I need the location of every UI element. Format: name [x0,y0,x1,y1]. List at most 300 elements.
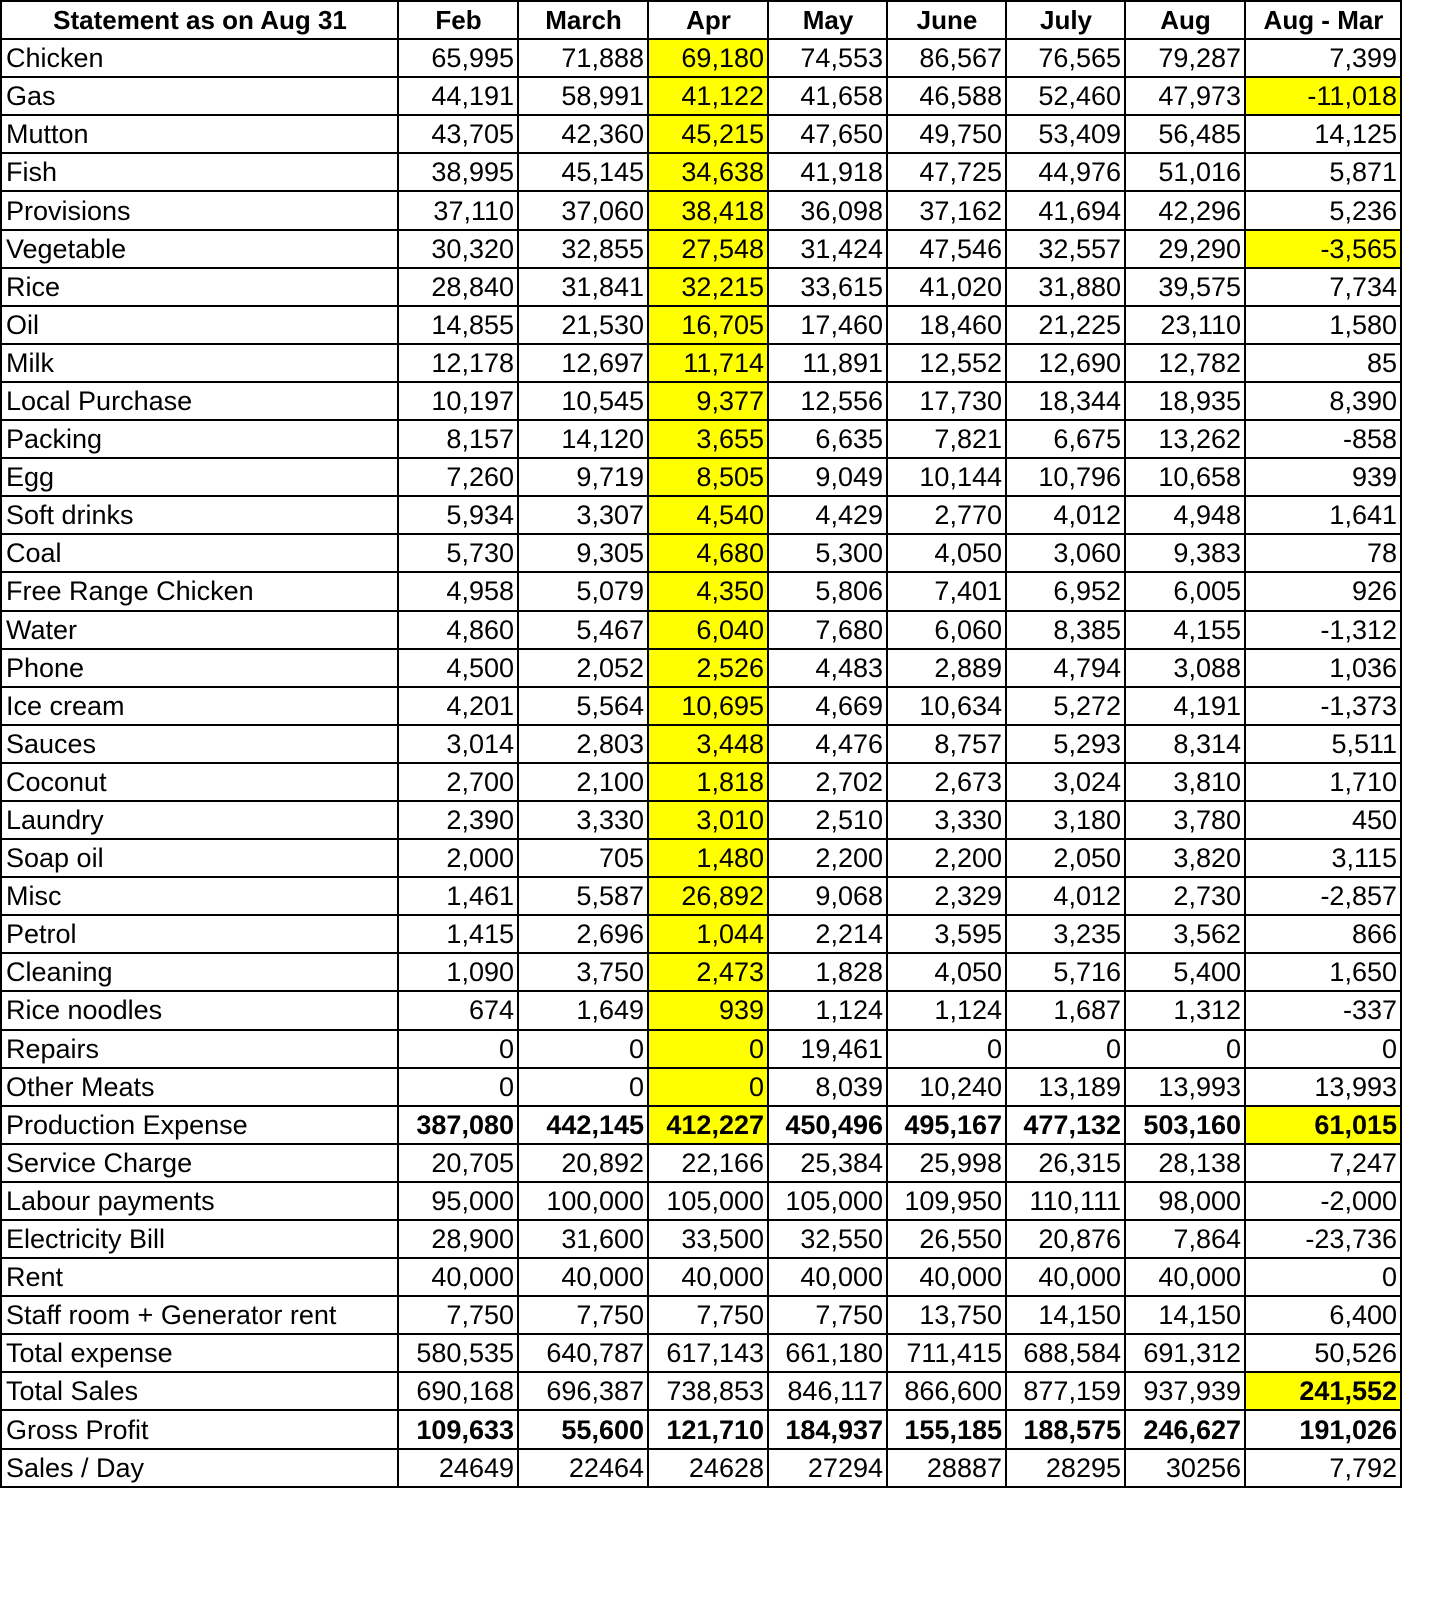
header-march: March [518,1,648,39]
cell-march: 100,000 [518,1182,648,1220]
cell-march: 45,145 [518,153,648,191]
cell-may: 4,669 [768,687,887,725]
row-label: Gross Profit [1,1410,398,1448]
cell-may: 9,049 [768,458,887,496]
cell-apr: 10,695 [648,687,768,725]
cell-june: 17,730 [887,382,1006,420]
cell-aug: 1,312 [1125,991,1245,1029]
cell-july: 32,557 [1006,230,1125,268]
cell-aug-minus-mar: 926 [1245,572,1401,610]
cell-june: 2,673 [887,763,1006,801]
table-row [1,191,1401,229]
row-label: Provisions [1,191,398,229]
cell-june: 495,167 [887,1106,1006,1144]
cell-aug: 42,296 [1125,191,1245,229]
cell-aug-minus-mar: 191,026 [1245,1410,1401,1448]
cell-apr: 4,540 [648,496,768,534]
cell-march: 42,360 [518,115,648,153]
cell-aug: 3,088 [1125,649,1245,687]
cell-march: 9,719 [518,458,648,496]
cell-june: 3,595 [887,915,1006,953]
header-statement: Statement as on Aug 31 [1,1,398,39]
table-row [1,1182,1401,1220]
table-row [1,649,1401,687]
cell-june: 41,020 [887,268,1006,306]
row-label: Repairs [1,1030,398,1068]
cell-aug: 51,016 [1125,153,1245,191]
cell-june: 12,552 [887,344,1006,382]
cell-aug-minus-mar: 50,526 [1245,1334,1401,1372]
row-label: Soap oil [1,839,398,877]
cell-feb: 2,390 [398,801,518,839]
cell-march: 7,750 [518,1296,648,1334]
cell-apr: 7,750 [648,1296,768,1334]
cell-march: 3,307 [518,496,648,534]
cell-aug-minus-mar: 14,125 [1245,115,1401,153]
cell-feb: 1,090 [398,953,518,991]
cell-apr: 2,473 [648,953,768,991]
cell-aug: 56,485 [1125,115,1245,153]
cell-apr: 41,122 [648,77,768,115]
cell-may: 12,556 [768,382,887,420]
cell-march: 1,649 [518,991,648,1029]
cell-aug-minus-mar: 939 [1245,458,1401,496]
cell-june: 6,060 [887,611,1006,649]
cell-july: 5,272 [1006,687,1125,725]
table-row [1,1334,1401,1372]
cell-apr: 939 [648,991,768,1029]
table-row [1,306,1401,344]
table-row [1,420,1401,458]
cell-may: 25,384 [768,1144,887,1182]
cell-july: 3,060 [1006,534,1125,572]
table-row [1,1372,1401,1410]
cell-aug-minus-mar: 7,247 [1245,1144,1401,1182]
cell-aug-minus-mar: -2,857 [1245,877,1401,915]
row-label: Milk [1,344,398,382]
cell-march: 2,052 [518,649,648,687]
cell-june: 1,124 [887,991,1006,1029]
cell-march: 2,803 [518,725,648,763]
cell-aug: 5,400 [1125,953,1245,991]
row-label: Packing [1,420,398,458]
cell-apr: 16,705 [648,306,768,344]
cell-aug: 246,627 [1125,1410,1245,1448]
cell-aug: 3,810 [1125,763,1245,801]
cell-june: 86,567 [887,39,1006,77]
row-label: Free Range Chicken [1,572,398,610]
header-apr: Apr [648,1,768,39]
cell-may: 33,615 [768,268,887,306]
row-label: Labour payments [1,1182,398,1220]
cell-may: 4,476 [768,725,887,763]
header-june: June [887,1,1006,39]
cell-may: 450,496 [768,1106,887,1144]
cell-july: 20,876 [1006,1220,1125,1258]
cell-apr: 1,818 [648,763,768,801]
cell-feb: 95,000 [398,1182,518,1220]
cell-apr: 0 [648,1030,768,1068]
cell-feb: 0 [398,1030,518,1068]
cell-aug-minus-mar: 5,871 [1245,153,1401,191]
cell-feb: 20,705 [398,1144,518,1182]
cell-aug-minus-mar: 0 [1245,1030,1401,1068]
cell-aug-minus-mar: 1,036 [1245,649,1401,687]
cell-apr: 2,526 [648,649,768,687]
cell-aug: 7,864 [1125,1220,1245,1258]
table-row [1,687,1401,725]
cell-march: 696,387 [518,1372,648,1410]
row-label: Total Sales [1,1372,398,1410]
row-label: Vegetable [1,230,398,268]
cell-apr: 45,215 [648,115,768,153]
cell-july: 6,952 [1006,572,1125,610]
cell-apr: 27,548 [648,230,768,268]
table-row [1,496,1401,534]
cell-feb: 37,110 [398,191,518,229]
cell-aug: 9,383 [1125,534,1245,572]
table-row [1,153,1401,191]
cell-aug: 14,150 [1125,1296,1245,1334]
cell-may: 4,483 [768,649,887,687]
cell-july: 477,132 [1006,1106,1125,1144]
cell-aug-minus-mar: -3,565 [1245,230,1401,268]
cell-may: 32,550 [768,1220,887,1258]
cell-aug: 937,939 [1125,1372,1245,1410]
table-row [1,763,1401,801]
table-row [1,1068,1401,1106]
cell-march: 31,600 [518,1220,648,1258]
table-row [1,77,1401,115]
cell-june: 866,600 [887,1372,1006,1410]
table-row [1,572,1401,610]
cell-march: 40,000 [518,1258,648,1296]
cell-aug: 18,935 [1125,382,1245,420]
row-label: Electricity Bill [1,1220,398,1258]
cell-feb: 30,320 [398,230,518,268]
header-row [1,1,1401,39]
cell-may: 184,937 [768,1410,887,1448]
cell-may: 2,510 [768,801,887,839]
table-row [1,1144,1401,1182]
table-row [1,39,1401,77]
cell-feb: 28,900 [398,1220,518,1258]
cell-june: 47,546 [887,230,1006,268]
cell-aug-minus-mar: 0 [1245,1258,1401,1296]
cell-july: 3,180 [1006,801,1125,839]
cell-june: 46,588 [887,77,1006,115]
table-row [1,877,1401,915]
cell-march: 21,530 [518,306,648,344]
row-label: Coal [1,534,398,572]
cell-aug-minus-mar: 5,236 [1245,191,1401,229]
cell-may: 31,424 [768,230,887,268]
table-row [1,725,1401,763]
cell-june: 25,998 [887,1144,1006,1182]
cell-aug-minus-mar: 61,015 [1245,1106,1401,1144]
row-label: Other Meats [1,1068,398,1106]
cell-apr: 4,350 [648,572,768,610]
cell-apr: 22,166 [648,1144,768,1182]
cell-apr: 3,448 [648,725,768,763]
cell-apr: 412,227 [648,1106,768,1144]
row-label: Soft drinks [1,496,398,534]
cell-march: 2,696 [518,915,648,953]
table-body [1,39,1401,1487]
cell-apr: 6,040 [648,611,768,649]
cell-june: 711,415 [887,1334,1006,1372]
row-label: Gas [1,77,398,115]
cell-aug-minus-mar: 1,710 [1245,763,1401,801]
table-row [1,230,1401,268]
cell-aug: 40,000 [1125,1258,1245,1296]
cell-feb: 14,855 [398,306,518,344]
cell-aug: 4,155 [1125,611,1245,649]
cell-apr: 3,655 [648,420,768,458]
cell-feb: 690,168 [398,1372,518,1410]
cell-aug-minus-mar: -11,018 [1245,77,1401,115]
cell-feb: 5,934 [398,496,518,534]
cell-apr: 738,853 [648,1372,768,1410]
cell-may: 2,702 [768,763,887,801]
cell-june: 49,750 [887,115,1006,153]
cell-aug: 3,820 [1125,839,1245,877]
cell-july: 5,293 [1006,725,1125,763]
cell-feb: 8,157 [398,420,518,458]
cell-aug: 2,730 [1125,877,1245,915]
cell-aug: 39,575 [1125,268,1245,306]
cell-march: 3,750 [518,953,648,991]
cell-may: 1,124 [768,991,887,1029]
row-label: Ice cream [1,687,398,725]
cell-aug-minus-mar: 1,641 [1245,496,1401,534]
header-july: July [1006,1,1125,39]
cell-july: 5,716 [1006,953,1125,991]
cell-may: 74,553 [768,39,887,77]
cell-aug: 13,993 [1125,1068,1245,1106]
cell-feb: 24649 [398,1449,518,1487]
table-row [1,1410,1401,1448]
cell-feb: 5,730 [398,534,518,572]
cell-june: 47,725 [887,153,1006,191]
cell-march: 71,888 [518,39,648,77]
cell-july: 52,460 [1006,77,1125,115]
cell-july: 1,687 [1006,991,1125,1029]
cell-apr: 9,377 [648,382,768,420]
cell-apr: 1,044 [648,915,768,953]
cell-aug-minus-mar: 450 [1245,801,1401,839]
cell-apr: 32,215 [648,268,768,306]
row-label: Production Expense [1,1106,398,1144]
cell-feb: 3,014 [398,725,518,763]
cell-feb: 4,860 [398,611,518,649]
cell-july: 877,159 [1006,1372,1125,1410]
cell-july: 2,050 [1006,839,1125,877]
cell-july: 10,796 [1006,458,1125,496]
cell-aug-minus-mar: 78 [1245,534,1401,572]
row-label: Local Purchase [1,382,398,420]
row-label: Chicken [1,39,398,77]
cell-may: 27294 [768,1449,887,1487]
cell-apr: 26,892 [648,877,768,915]
cell-march: 3,330 [518,801,648,839]
cell-aug-minus-mar: -1,373 [1245,687,1401,725]
row-label: Total expense [1,1334,398,1372]
cell-july: 44,976 [1006,153,1125,191]
cell-feb: 4,958 [398,572,518,610]
row-label: Service Charge [1,1144,398,1182]
cell-apr: 3,010 [648,801,768,839]
cell-march: 5,467 [518,611,648,649]
cell-march: 9,305 [518,534,648,572]
cell-feb: 580,535 [398,1334,518,1372]
cell-aug: 28,138 [1125,1144,1245,1182]
cell-june: 7,401 [887,572,1006,610]
row-label: Water [1,611,398,649]
cell-may: 2,214 [768,915,887,953]
cell-aug: 23,110 [1125,306,1245,344]
cell-march: 0 [518,1030,648,1068]
cell-march: 10,545 [518,382,648,420]
table-row [1,915,1401,953]
table-row [1,268,1401,306]
cell-march: 442,145 [518,1106,648,1144]
table-row [1,953,1401,991]
cell-may: 4,429 [768,496,887,534]
row-label: Oil [1,306,398,344]
cell-march: 5,564 [518,687,648,725]
cell-july: 3,235 [1006,915,1125,953]
row-label: Coconut [1,763,398,801]
row-label: Misc [1,877,398,915]
row-label: Egg [1,458,398,496]
cell-aug-minus-mar: 3,115 [1245,839,1401,877]
table-row [1,991,1401,1029]
cell-aug-minus-mar: -1,312 [1245,611,1401,649]
cell-july: 110,111 [1006,1182,1125,1220]
cell-march: 31,841 [518,268,648,306]
cell-aug-minus-mar: -337 [1245,991,1401,1029]
cell-apr: 24628 [648,1449,768,1487]
cell-june: 3,330 [887,801,1006,839]
cell-aug: 79,287 [1125,39,1245,77]
cell-may: 11,891 [768,344,887,382]
row-label: Mutton [1,115,398,153]
table-row [1,1106,1401,1144]
cell-may: 6,635 [768,420,887,458]
row-label: Cleaning [1,953,398,991]
cell-aug: 6,005 [1125,572,1245,610]
cell-june: 10,240 [887,1068,1006,1106]
cell-aug: 29,290 [1125,230,1245,268]
cell-june: 2,889 [887,649,1006,687]
cell-march: 2,100 [518,763,648,801]
cell-aug-minus-mar: 13,993 [1245,1068,1401,1106]
cell-july: 14,150 [1006,1296,1125,1334]
header-may: May [768,1,887,39]
cell-aug: 0 [1125,1030,1245,1068]
cell-aug-minus-mar: 7,399 [1245,39,1401,77]
cell-aug: 47,973 [1125,77,1245,115]
cell-feb: 4,500 [398,649,518,687]
cell-may: 1,828 [768,953,887,991]
cell-march: 22464 [518,1449,648,1487]
cell-feb: 7,260 [398,458,518,496]
cell-july: 3,024 [1006,763,1125,801]
cell-july: 53,409 [1006,115,1125,153]
cell-aug-minus-mar: 866 [1245,915,1401,953]
cell-march: 5,587 [518,877,648,915]
cell-may: 19,461 [768,1030,887,1068]
table-row [1,458,1401,496]
cell-aug-minus-mar: 1,580 [1245,306,1401,344]
cell-july: 26,315 [1006,1144,1125,1182]
table-row [1,801,1401,839]
cell-may: 7,680 [768,611,887,649]
cell-march: 0 [518,1068,648,1106]
row-label: Sauces [1,725,398,763]
cell-june: 2,329 [887,877,1006,915]
cell-july: 688,584 [1006,1334,1125,1372]
table-row [1,1258,1401,1296]
cell-feb: 1,415 [398,915,518,953]
cell-apr: 1,480 [648,839,768,877]
cell-july: 8,385 [1006,611,1125,649]
cell-aug-minus-mar: -23,736 [1245,1220,1401,1258]
cell-feb: 10,197 [398,382,518,420]
cell-feb: 38,995 [398,153,518,191]
cell-july: 12,690 [1006,344,1125,382]
cell-aug: 30256 [1125,1449,1245,1487]
cell-may: 41,918 [768,153,887,191]
cell-july: 21,225 [1006,306,1125,344]
cell-june: 109,950 [887,1182,1006,1220]
cell-feb: 674 [398,991,518,1029]
cell-june: 26,550 [887,1220,1006,1258]
cell-feb: 44,191 [398,77,518,115]
cell-march: 705 [518,839,648,877]
cell-feb: 7,750 [398,1296,518,1334]
cell-feb: 109,633 [398,1410,518,1448]
cell-may: 846,117 [768,1372,887,1410]
cell-june: 2,770 [887,496,1006,534]
cell-march: 5,079 [518,572,648,610]
row-label: Rice [1,268,398,306]
table-row [1,1296,1401,1334]
cell-apr: 69,180 [648,39,768,77]
cell-july: 18,344 [1006,382,1125,420]
cell-aug-minus-mar: 85 [1245,344,1401,382]
cell-apr: 33,500 [648,1220,768,1258]
table-row [1,115,1401,153]
cell-july: 41,694 [1006,191,1125,229]
cell-aug-minus-mar: 6,400 [1245,1296,1401,1334]
row-label: Fish [1,153,398,191]
table-row [1,611,1401,649]
cell-march: 37,060 [518,191,648,229]
cell-aug-minus-mar: -2,000 [1245,1182,1401,1220]
cell-apr: 121,710 [648,1410,768,1448]
cell-feb: 43,705 [398,115,518,153]
cell-aug-minus-mar: 241,552 [1245,1372,1401,1410]
cell-aug: 12,782 [1125,344,1245,382]
cell-june: 10,144 [887,458,1006,496]
table-row [1,534,1401,572]
cell-feb: 40,000 [398,1258,518,1296]
cell-aug: 10,658 [1125,458,1245,496]
cell-may: 17,460 [768,306,887,344]
header-aug: Aug [1125,1,1245,39]
